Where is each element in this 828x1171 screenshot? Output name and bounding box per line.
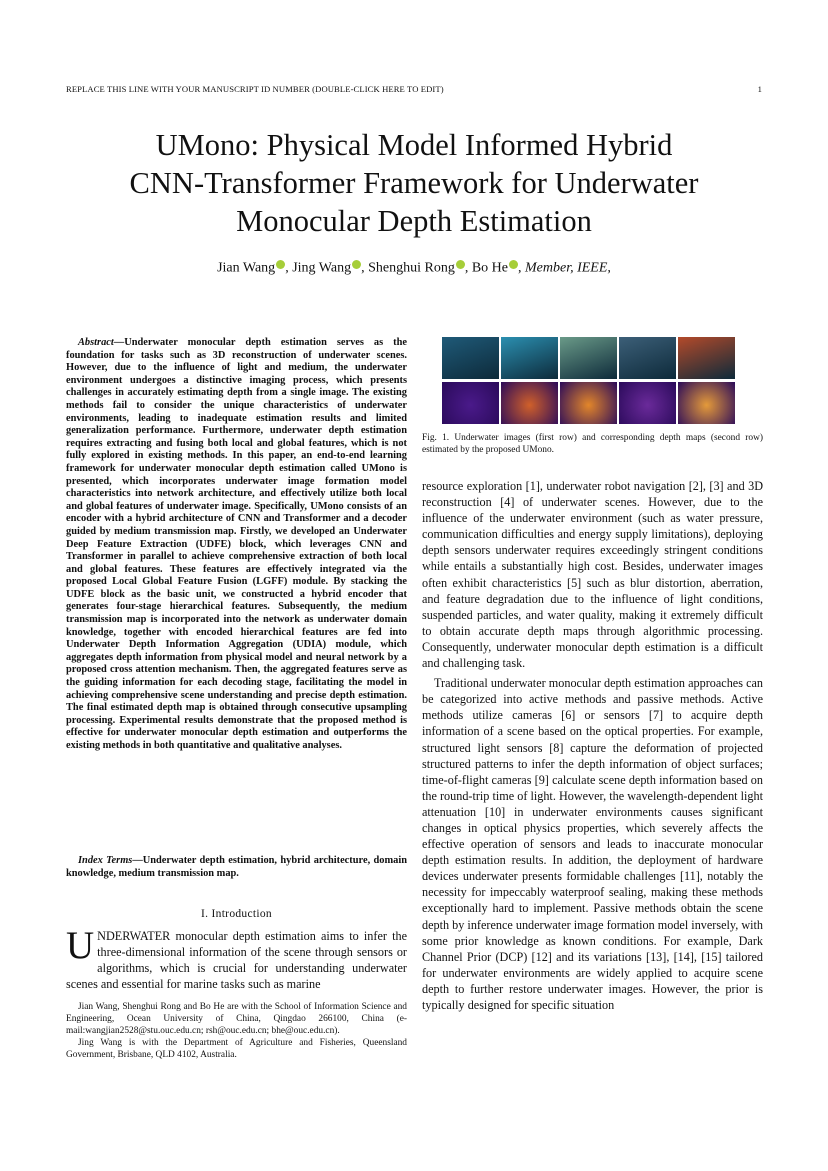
author-membership: Member, IEEE, bbox=[525, 260, 611, 276]
right-paragraph-2: Traditional underwater monocular depth estimation approaches can be categorized into active methods and passive methods. Active methods utilize cameras [6] or sensors [7] to acquire depth information of a scene based on the optical properties. For example, structured light sensors [8] capture the deformation of projected structured patterns to infer the depth information of object surfaces; time-of-flight cameras [9] calculate scene depth information based on the round-trip time of light. However, the wavelength-dependent light attenuation [10] in underwater environments causes significant changes in optical physics properties, which severely affects the effective operation of sensors and leads to inaccurate monocular depth estimation results. In addition, the deployment of hardware devices underwater presents formidable challenges [11], notably the necessity for impeccably waterproof sealing, making these methods exceptionally hard to implement. Passive methods obtain the scene depth by inference underwater image formation model inversely, with some prior knowledge as known conditions. For example, Dark Channel Prior (DCP) [12] and its variations [13], [14], [15] tailored for underwater environments are widely applied to acquire scene depth to further restore underwater images. However, the prior is typically designed for specific situation bbox=[422, 676, 763, 1012]
section-heading-introduction: I. Introduction bbox=[201, 908, 272, 920]
author-3: Shenghui Rong bbox=[368, 260, 455, 276]
title-line-3: Monocular Depth Estimation bbox=[236, 204, 592, 238]
paper-title bbox=[60, 126, 768, 240]
underwater-image-1 bbox=[442, 337, 499, 379]
index-terms-text: —Underwater depth estimation, hybrid architecture, domain knowledge, medium transmission map. bbox=[66, 855, 407, 879]
author-4: Bo He bbox=[471, 260, 508, 276]
underwater-image-5 bbox=[678, 337, 735, 379]
footnote-affiliation-1: Jian Wang, Shenghui Rong and Bo He are with the School of Information Science and Engineering, Ocean University of China, Qingdao 266100, China (e-mail:wangjian2528@stu.ouc.edu.cn; rsh@ouc.edu.cn; bhe@ouc.edu.cn). bbox=[66, 1002, 407, 1036]
author-1: Jian Wang bbox=[217, 260, 276, 276]
index-terms-label: Index Terms bbox=[78, 855, 133, 866]
title-line-2: CNN-Transformer Framework for Underwater bbox=[129, 166, 699, 200]
abstract bbox=[66, 337, 407, 753]
page-number: 1 bbox=[757, 84, 762, 94]
intro-paragraph bbox=[66, 924, 407, 992]
title-line-1: UMono: Physical Model Informed Hybrid bbox=[155, 128, 673, 162]
abstract-text: —Underwater monocular depth estimation serves as the foundation for tasks such as 3D reconstruction of underwater scenes. However, due to the influence of light and medium, the underwater environment undergoes a distinctive imaging process, which presents challenges in accurately estimating depth from a single image. The existing methods fail to consider the unique characteristics of underwater environments, leading to inadequate estimation results and limited generalization performance. Furthermore, underwater depth estimation requires extracting and fusing both local and global features, which is not fully explored in existing methods. In this paper, an end-to-end learning framework for underwater monocular depth estimation called UMono is presented, which incorporates underwater image formation model characteristics into network architecture, and effectively utilize both local and global features of underwater image. Specifically, UMono consists of an encoder with a hybrid architecture of CNN and Transformer and a decoder guided by medium transmission map. Firstly, we developed an Underwater Deep Feature Extraction (UDFE) block, which leverages CNN and Transformer in parallel to achieve comprehensive extraction of both local and global features. These features are effectively integrated via the proposed Local Global Feature Fusion (LGFF) module. By stacking the UDFE block as the basic unit, we constructed a hybrid encoder that generates four-stage hierarchical features. Subsequently, the medium transmission map is incorporated into the network as underwater domain knowledge, together with encoded hierarchical features are fed into Underwater Depth Information Aggregation (UDIA) module, which aggregates depth information from physical model and neural network by a proposed cross attention mechanism. Then, the aggregated features serve as the guiding information for each decoding stage, facilitating the model in achieving comprehensive scene understanding and precise depth estimation. The final estimated depth map is obtained through consecutive upsampling processing. Experimental results demonstrate that the proposed method is effective for underwater monocular depth estimation and outperforms the existing methods in both quantitative and qualitative analyses. bbox=[66, 337, 407, 751]
depth-map-1 bbox=[442, 382, 499, 424]
depth-map-4 bbox=[619, 382, 676, 424]
intro-text: monocular depth estimation aims to infer the three-dimensional information of the scene through sensors or algorithms, which is crucial for understanding underwater scenes and essential for marine tasks such as marine bbox=[66, 929, 407, 991]
depth-map-3 bbox=[560, 382, 617, 424]
depth-map-2 bbox=[501, 382, 558, 424]
orcid-icon[interactable] bbox=[352, 260, 361, 269]
orcid-icon[interactable] bbox=[509, 260, 518, 269]
abstract-label: Abstract bbox=[78, 337, 114, 348]
manuscript-id-line: REPLACE THIS LINE WITH YOUR MANUSCRIPT ID NUMBER (DOUBLE-CLICK HERE TO EDIT) bbox=[66, 84, 444, 94]
footnote-affiliation-2: Jing Wang is with the Department of Agriculture and Fisheries, Queensland Government, Brisbane, QLD 4102, Australia. bbox=[66, 1038, 407, 1060]
right-paragraph-1: resource exploration [1], underwater robot navigation [2], [3] and 3D reconstruction [4] of underwater scenes. However, due to the influence of the underwater environment (such as water pressure, communication difficulties and energy supply limitations), deploying depth sensors underwater requires exceedingly stringent conditions while entails a substantially high cost. Besides, underwater images often exhibit characteristics [5] such as blur distortion, aberration, and feature degradation due to the influence of light conditions, suspended particles, and water quality, making it extremely difficult to obtain accurate depth maps through algorithmic processing. Consequently, underwater monocular depth estimation is a difficult and challenging task. bbox=[422, 479, 763, 671]
underwater-image-2 bbox=[501, 337, 558, 379]
index-terms bbox=[66, 855, 407, 880]
figure-1-caption: Fig. 1. Underwater images (first row) and corresponding depth maps (second row) estimated by the proposed UMono. bbox=[422, 433, 763, 455]
drop-cap: U bbox=[66, 924, 95, 967]
figure-1-image-grid bbox=[442, 337, 736, 425]
depth-map-5 bbox=[678, 382, 735, 424]
author-list: Jian Wang , Jing Wang , Shenghui Rong , Bo He , Member, IEEE, bbox=[217, 260, 611, 276]
orcid-icon[interactable] bbox=[276, 260, 285, 269]
right-column-text bbox=[422, 478, 763, 1017]
underwater-image-3 bbox=[560, 337, 617, 379]
running-header bbox=[66, 84, 762, 98]
intro-first-word: NDERWATER bbox=[97, 929, 171, 943]
orcid-icon[interactable] bbox=[456, 260, 465, 269]
author-2: Jing Wang bbox=[292, 260, 352, 276]
underwater-image-4 bbox=[619, 337, 676, 379]
footnotes bbox=[66, 1001, 407, 1061]
